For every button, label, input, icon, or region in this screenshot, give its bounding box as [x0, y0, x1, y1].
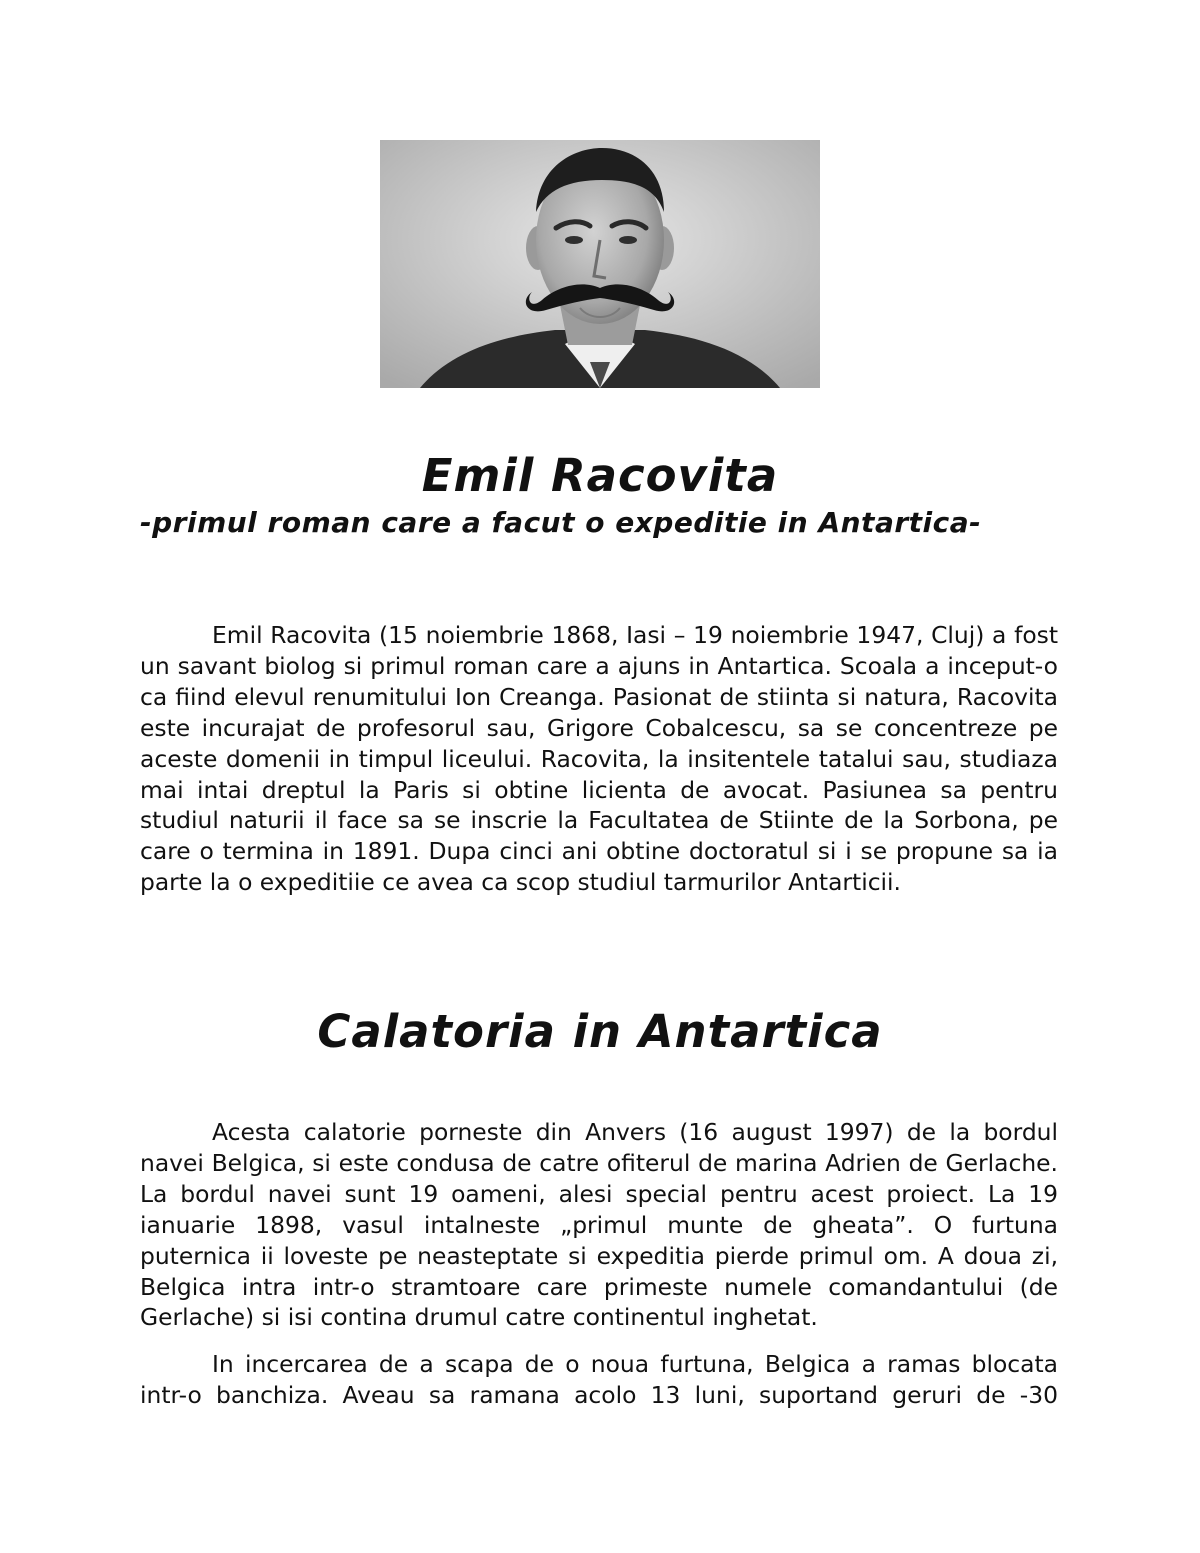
body-paragraph-3: In incercarea de a scapa de o noua furtuna, Belgica a ramas blocata intr-o banchiza. Aveau sa ramana acolo 13 luni, suportand geruri de -30	[140, 1350, 1058, 1409]
portrait-image	[380, 140, 820, 388]
body-paragraph-1: Emil Racovita (15 noiembrie 1868, Iasi – 19 noiembrie 1947, Cluj) a fost un savant biolog si primul roman care a ajuns in Antartica. Scoala a inceput-o ca fiind elevul renumitului Ion Creanga. Pasionat de stiinta si natura, Racovita este incurajat de profesorul sau, Grigore Cobalcescu, sa se concentreze pe aceste domenii in timpul liceului. Racovita, la insitentele tatalui sau, studiaza mai intai dreptul la Paris si obtine licienta de avocat. Pasiunea sa pentru studiul naturii il face sa se inscrie la Facultatea de Stiinte de la Sorbona, pe care o termina in 1891. Dupa cinci ani obtine doctoratul si i se propune sa ia parte la o expeditiie ce avea ca scop studiul tarmurilor Antarticii.	[140, 621, 1058, 897]
page-subtitle: -primul roman care a facut o expeditie in Antartica-	[140, 506, 982, 539]
section-title: Calatoria in Antartica	[317, 1005, 883, 1058]
page-title: Emil Racovita	[421, 449, 779, 502]
portrait-photo	[380, 140, 820, 388]
body-paragraph-2: Acesta calatorie porneste din Anvers (16 august 1997) de la bordul navei Belgica, si este condusa de catre ofiterul de marina Adrien de Gerlache. La bordul navei sunt 19 oameni, alesi special pentru acest proiect. La 19 ianuarie 1898, vasul intalneste „primul munte de gheata”. O furtuna puternica ii loveste pe neasteptate si expeditia pierde primul om. A doua zi, Belgica intra intr-o stramtoare care primeste numele comandantului (de Gerlache) si isi contina drumul catre continentul inghetat.	[140, 1118, 1058, 1332]
